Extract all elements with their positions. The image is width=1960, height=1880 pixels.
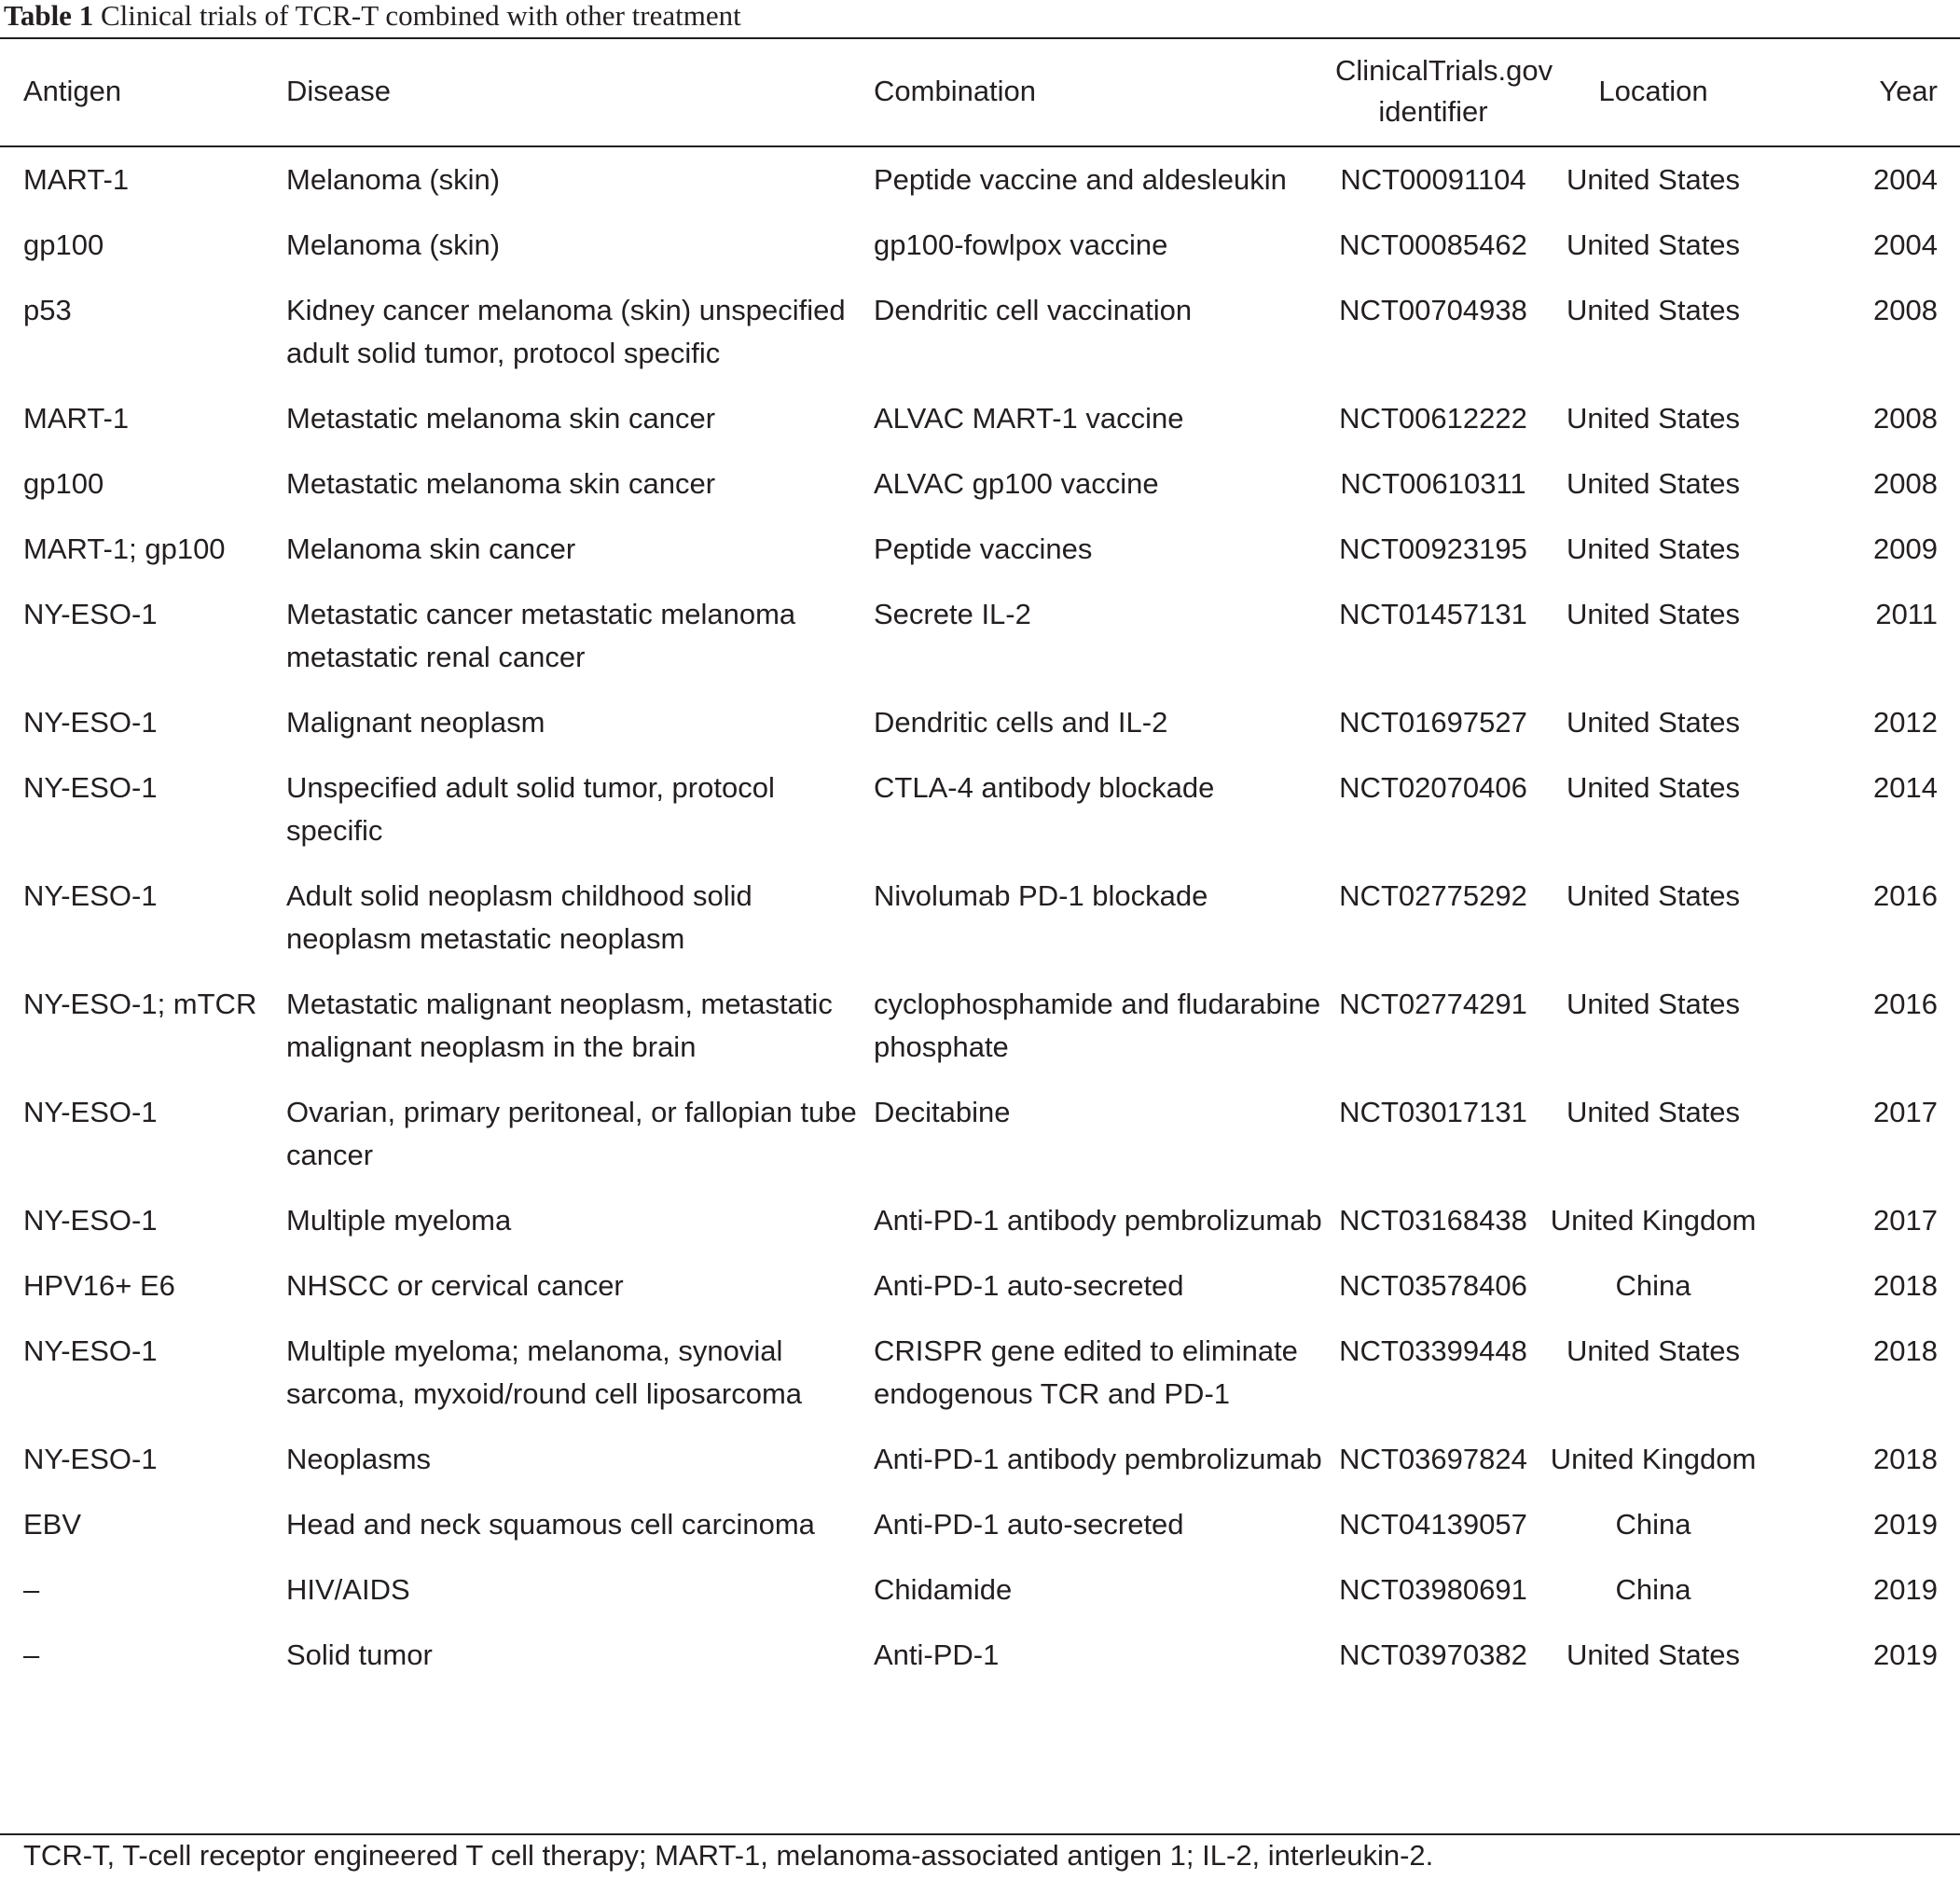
cell-antigen: HPV16+ E6: [23, 1269, 175, 1302]
table-body: [0, 145, 1960, 1688]
cell-antigen: –: [23, 1638, 40, 1671]
cell-disease: Ovarian, primary peritoneal, or fallopian tube cancer: [286, 1096, 857, 1171]
cell-year: 2012: [1873, 706, 1938, 739]
cell-combination: Decitabine: [874, 1096, 1011, 1128]
cell-identifier: NCT03697824: [1339, 1443, 1527, 1475]
cell-location: United States: [1566, 988, 1741, 1020]
bottom-rule: [0, 1833, 1960, 1835]
cell-antigen: NY-ESO-1: [23, 1096, 158, 1128]
cell-location: United States: [1566, 402, 1741, 435]
cell-disease: Melanoma (skin): [286, 228, 501, 261]
table-row: [0, 690, 1960, 755]
cell-antigen: gp100: [23, 467, 104, 500]
cell-year: 2018: [1873, 1443, 1938, 1475]
cell-antigen: p53: [23, 294, 72, 326]
cell-disease: Metastatic cancer metastatic melanoma metastatic renal cancer: [286, 598, 796, 673]
cell-combination: Anti-PD-1: [874, 1638, 1000, 1671]
cell-combination: Anti-PD-1 antibody pembrolizumab: [874, 1204, 1322, 1237]
table-row: [0, 1319, 1960, 1427]
table-row: [0, 451, 1960, 517]
cell-year: 2009: [1873, 532, 1938, 565]
cell-combination: Chidamide: [874, 1573, 1013, 1606]
cell-location: United States: [1566, 1334, 1741, 1367]
cell-identifier: NCT04139057: [1339, 1508, 1527, 1541]
cell-identifier: NCT03578406: [1339, 1269, 1527, 1302]
table-row: [0, 1253, 1960, 1319]
cell-year: 2016: [1873, 988, 1938, 1020]
table-row: [0, 1623, 1960, 1688]
cell-location: United States: [1566, 228, 1741, 261]
cell-location: China: [1615, 1269, 1691, 1302]
cell-disease: Adult solid neoplasm childhood solid neoplasm metastatic neoplasm: [286, 879, 752, 955]
cell-identifier: NCT00612222: [1339, 402, 1527, 435]
cell-year: 2004: [1873, 228, 1938, 261]
cell-location: United States: [1566, 1638, 1741, 1671]
cell-combination: Peptide vaccines: [874, 532, 1093, 565]
cell-identifier: NCT00923195: [1339, 532, 1527, 565]
cell-antigen: NY-ESO-1: [23, 706, 158, 739]
cell-combination: cyclophosphamide and fludarabine phosphate: [874, 988, 1321, 1063]
table-row: [0, 864, 1960, 972]
cell-combination: Anti-PD-1 auto-secreted: [874, 1269, 1184, 1302]
cell-combination: Secrete IL-2: [874, 598, 1031, 630]
clinical-trials-table: [0, 37, 1960, 1688]
cell-antigen: EBV: [23, 1508, 82, 1541]
cell-identifier: NCT02774291: [1339, 988, 1527, 1020]
cell-combination: Peptide vaccine and aldesleukin: [874, 163, 1287, 196]
cell-antigen: NY-ESO-1: [23, 879, 158, 912]
cell-location: United States: [1566, 163, 1741, 196]
table-title: Clinical trials of TCR-T combined with other treatment: [100, 0, 741, 32]
table-row: [0, 517, 1960, 582]
cell-antigen: NY-ESO-1: [23, 1443, 158, 1475]
cell-antigen: NY-ESO-1: [23, 771, 158, 804]
table-label: Table 1: [4, 0, 94, 32]
cell-identifier: NCT02775292: [1339, 879, 1527, 912]
header-antigen: Antigen: [23, 75, 122, 107]
cell-antigen: –: [23, 1573, 40, 1606]
cell-disease: Head and neck squamous cell carcinoma: [286, 1508, 815, 1541]
cell-year: 2019: [1873, 1638, 1938, 1671]
table-row: [0, 145, 1960, 213]
cell-combination: Dendritic cells and IL-2: [874, 706, 1168, 739]
table-row: [0, 278, 1960, 386]
cell-identifier: NCT03017131: [1339, 1096, 1527, 1128]
cell-location: United States: [1566, 879, 1741, 912]
cell-location: United States: [1566, 706, 1741, 739]
cell-year: 2008: [1873, 467, 1938, 500]
cell-year: 2016: [1873, 879, 1938, 912]
cell-year: 2019: [1873, 1573, 1938, 1606]
cell-year: 2018: [1873, 1334, 1938, 1367]
cell-combination: Anti-PD-1 antibody pembrolizumab: [874, 1443, 1322, 1475]
cell-location: United States: [1566, 1096, 1741, 1128]
cell-combination: Nivolumab PD-1 blockade: [874, 879, 1208, 912]
cell-year: 2018: [1873, 1269, 1938, 1302]
cell-identifier: NCT00085462: [1339, 228, 1527, 261]
table-row: [0, 755, 1960, 864]
cell-identifier: NCT01697527: [1339, 706, 1527, 739]
table-row: [0, 1427, 1960, 1492]
cell-disease: Melanoma (skin): [286, 163, 501, 196]
cell-location: United Kingdom: [1550, 1204, 1757, 1237]
cell-disease: Solid tumor: [286, 1638, 433, 1671]
table-caption: [4, 0, 741, 32]
cell-antigen: NY-ESO-1: [23, 1334, 158, 1367]
table-row: [0, 213, 1960, 278]
cell-combination: Dendritic cell vaccination: [874, 294, 1193, 326]
cell-antigen: MART-1: [23, 163, 130, 196]
cell-identifier: NCT03168438: [1339, 1204, 1527, 1237]
cell-identifier: NCT03970382: [1339, 1638, 1527, 1671]
cell-year: 2017: [1873, 1096, 1938, 1128]
table-row: [0, 1188, 1960, 1253]
cell-antigen: NY-ESO-1: [23, 1204, 158, 1237]
cell-location: United States: [1566, 467, 1741, 500]
cell-disease: Metastatic malignant neoplasm, metastatic malignant neoplasm in the brain: [286, 988, 833, 1063]
header-year: Year: [1879, 75, 1938, 107]
cell-year: 2017: [1873, 1204, 1938, 1237]
cell-antigen: NY-ESO-1; mTCR: [23, 988, 257, 1020]
cell-combination: ALVAC gp100 vaccine: [874, 467, 1159, 500]
cell-antigen: gp100: [23, 228, 104, 261]
cell-disease: Multiple myeloma: [286, 1204, 512, 1237]
cell-disease: HIV/AIDS: [286, 1573, 410, 1606]
cell-disease: Kidney cancer melanoma (skin) unspecified adult solid tumor, protocol specific: [286, 294, 846, 369]
cell-disease: Neoplasms: [286, 1443, 432, 1475]
cell-year: 2004: [1873, 163, 1938, 196]
cell-antigen: MART-1; gp100: [23, 532, 226, 565]
header-identifier: [1335, 37, 1553, 145]
header-disease: Disease: [286, 75, 391, 107]
cell-disease: Melanoma skin cancer: [286, 532, 576, 565]
cell-identifier: NCT00610311: [1340, 467, 1526, 500]
cell-combination: CRISPR gene edited to eliminate endogenous TCR and PD-1: [874, 1334, 1298, 1410]
cell-identifier: NCT03980691: [1339, 1573, 1527, 1606]
cell-location: China: [1615, 1508, 1691, 1541]
table-row: [0, 1080, 1960, 1188]
cell-antigen: MART-1: [23, 402, 130, 435]
header-combination: Combination: [874, 75, 1037, 107]
cell-combination: Anti-PD-1 auto-secreted: [874, 1508, 1184, 1541]
cell-disease: Metastatic melanoma skin cancer: [286, 467, 716, 500]
cell-year: 2014: [1873, 771, 1938, 804]
header-row: [0, 37, 1960, 145]
header-identifier-line2: identifier: [1378, 95, 1488, 128]
cell-disease: Metastatic melanoma skin cancer: [286, 402, 716, 435]
cell-disease: Malignant neoplasm: [286, 706, 545, 739]
cell-location: United States: [1566, 598, 1741, 630]
cell-combination: gp100-fowlpox vaccine: [874, 228, 1168, 261]
cell-location: United States: [1566, 294, 1741, 326]
cell-location: China: [1615, 1573, 1691, 1606]
cell-year: 2008: [1873, 402, 1938, 435]
table-footnote: TCR-T, T-cell receptor engineered T cell therapy; MART-1, melanoma-associated antigen 1; IL-2, interleukin-2.: [23, 1839, 1434, 1872]
cell-year: 2011: [1875, 598, 1938, 630]
cell-disease: Unspecified adult solid tumor, protocol specific: [286, 771, 775, 847]
cell-disease: Multiple myeloma; melanoma, synovial sarcoma, myxoid/round cell liposarcoma: [286, 1334, 803, 1410]
table-row: [0, 972, 1960, 1080]
cell-antigen: NY-ESO-1: [23, 598, 158, 630]
table-row: [0, 1557, 1960, 1623]
cell-year: 2008: [1873, 294, 1938, 326]
cell-location: United States: [1566, 771, 1741, 804]
cell-identifier: NCT03399448: [1339, 1334, 1527, 1367]
cell-combination: ALVAC MART-1 vaccine: [874, 402, 1184, 435]
cell-identifier: NCT00704938: [1339, 294, 1527, 326]
cell-combination: CTLA-4 antibody blockade: [874, 771, 1215, 804]
cell-year: 2019: [1873, 1508, 1938, 1541]
cell-identifier: NCT02070406: [1339, 771, 1527, 804]
table-row: [0, 582, 1960, 690]
header-identifier-line1: ClinicalTrials.gov: [1335, 54, 1553, 87]
cell-disease: NHSCC or cervical cancer: [286, 1269, 624, 1302]
header-location: Location: [1598, 75, 1708, 107]
table-row: [0, 386, 1960, 451]
cell-location: United States: [1566, 532, 1741, 565]
table-row: [0, 1492, 1960, 1557]
cell-identifier: NCT01457131: [1339, 598, 1527, 630]
cell-identifier: NCT00091104: [1340, 163, 1526, 196]
cell-location: United Kingdom: [1550, 1443, 1757, 1475]
